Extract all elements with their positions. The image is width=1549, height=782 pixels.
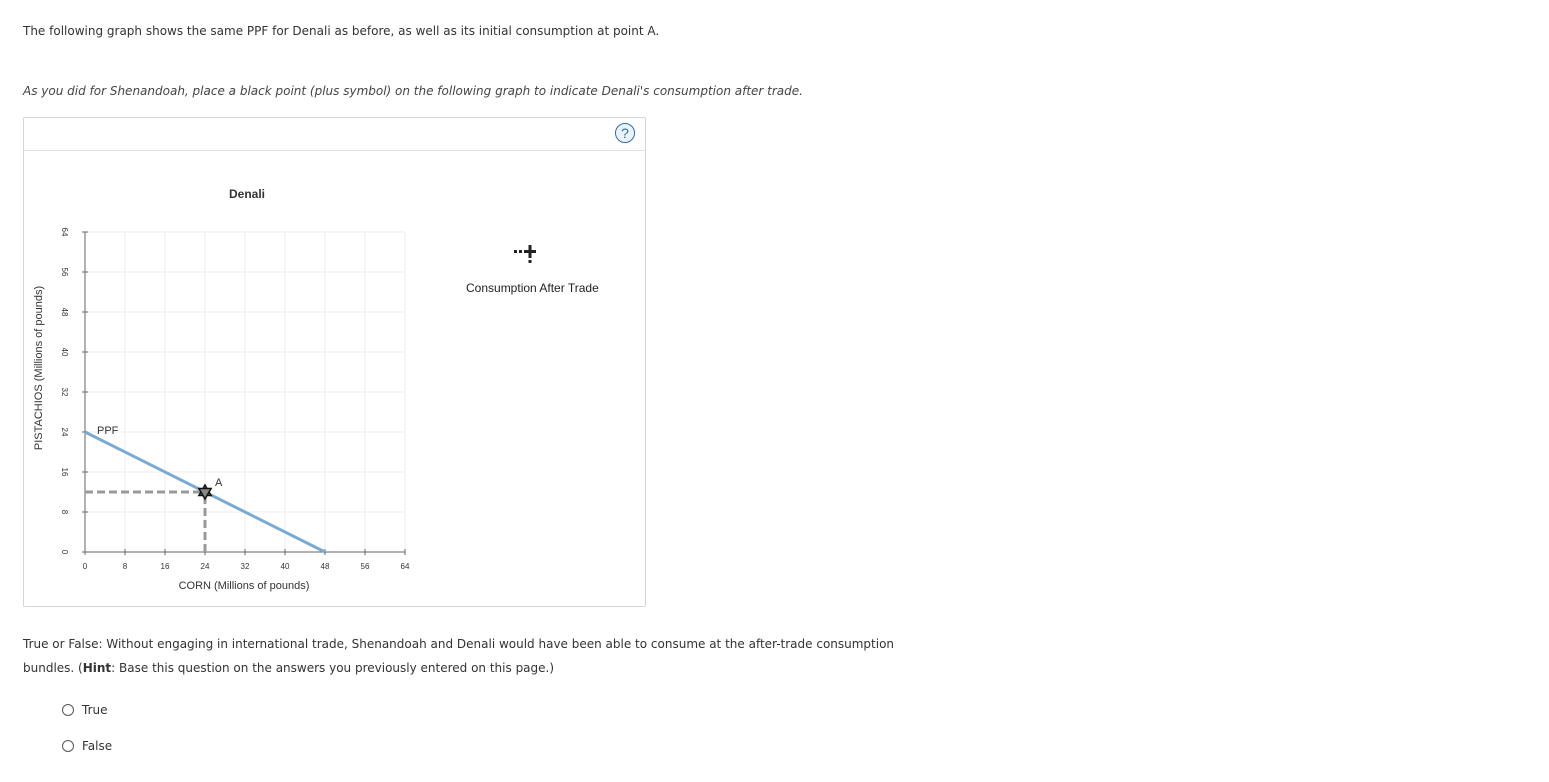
legend-label: Consumption After Trade <box>466 281 599 295</box>
x-axis-title: CORN (Millions of pounds) <box>178 580 310 592</box>
x-tick-label: 56 <box>360 562 370 571</box>
y-tick-label: 64 <box>59 227 69 237</box>
x-tick-label: 48 <box>320 562 330 571</box>
option-true-label: True <box>82 703 108 717</box>
chart-points <box>199 477 223 499</box>
chart-title: Denali <box>228 187 266 201</box>
y-tick-label: 0 <box>59 549 69 555</box>
intro-text: The following graph shows the same PPF for Denali as before, as well as its initial consumption at point A. <box>23 24 660 38</box>
x-tick-label: 0 <box>82 562 88 571</box>
y-tick-label: 48 <box>59 307 69 317</box>
x-tick-label: 16 <box>160 562 170 571</box>
y-tick-label: 40 <box>59 347 69 357</box>
hint-label: Hint <box>82 661 112 675</box>
question-text <box>23 632 923 680</box>
x-tick-label: 8 <box>122 562 128 571</box>
y-axis-title: PISTACHIOS (Millions of pounds) <box>33 285 45 451</box>
chart-guides <box>85 492 205 552</box>
question-prefix: True or False: Without engaging in international trade, Shenandoah and Denali would have been able to consume at the after-trade consumption bundles. ( <box>23 637 895 675</box>
help-icon[interactable]: ? <box>615 123 635 143</box>
x-tick-label: 24 <box>200 562 210 571</box>
x-tick-label: 32 <box>240 562 250 571</box>
option-true[interactable] <box>62 703 108 717</box>
y-tick-label: 32 <box>59 387 69 397</box>
x-tick-label: 40 <box>280 562 290 571</box>
plus-icon[interactable] <box>514 242 540 268</box>
ppf-label: PPF <box>97 425 119 437</box>
instruction-text: As you did for Shenandoah, place a black point (plus symbol) on the following graph to indicate Denali's consumption after trade. <box>23 84 803 98</box>
option-false[interactable] <box>62 739 112 753</box>
chart-axes <box>60 228 410 571</box>
y-tick-label: 56 <box>59 267 69 277</box>
ppf-chart[interactable] <box>24 118 647 608</box>
y-tick-label: 24 <box>59 427 69 437</box>
chart-grid <box>85 232 405 552</box>
option-false-label: False <box>82 739 113 753</box>
y-tick-label: 8 <box>59 509 69 515</box>
question-suffix: : Base this question on the answers you previously entered on this page.) <box>111 661 555 675</box>
radio-false[interactable] <box>62 740 74 752</box>
radio-true[interactable] <box>62 704 74 716</box>
graph-panel <box>23 117 646 607</box>
y-tick-label: 16 <box>59 467 69 477</box>
point-a-label: A <box>215 477 223 489</box>
x-tick-label: 64 <box>400 562 410 571</box>
point-a-marker <box>199 485 211 499</box>
